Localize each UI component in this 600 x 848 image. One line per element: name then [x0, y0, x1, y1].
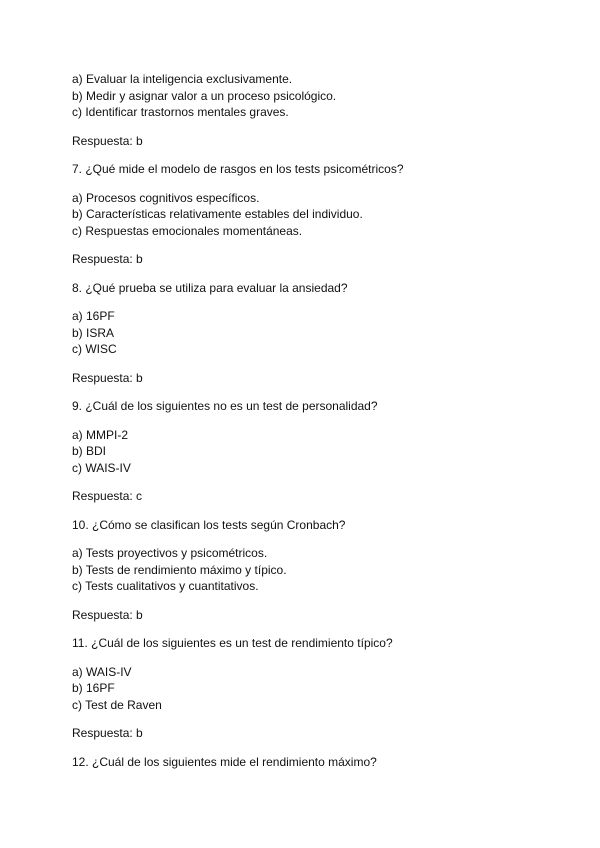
- option-a: a) 16PF: [72, 309, 115, 323]
- option-c: c) Tests cualitativos y cuantitativos.: [72, 579, 259, 593]
- option-c: c) WAIS-IV: [72, 460, 131, 475]
- question-block-8: [72, 280, 542, 387]
- question-block-11: [72, 635, 542, 742]
- question-text: 9. ¿Cuál de los siguientes no es un test de personalidad?: [72, 399, 378, 413]
- option-b: b) BDI: [72, 444, 107, 458]
- option-b: b) Características relativamente estables del individuo.: [72, 207, 363, 221]
- lead-options: [72, 71, 542, 121]
- answer-line: Respuesta: b: [72, 252, 143, 266]
- question-block-9: [72, 398, 542, 505]
- quiz-content: [72, 71, 542, 770]
- question-block-10: [72, 517, 542, 624]
- option-b: b) 16PF: [72, 681, 115, 695]
- question-text: 7. ¿Qué mide el modelo de rasgos en los tests psicométricos?: [72, 162, 404, 176]
- option-b: b) Medir y asignar valor a un proceso psicológico.: [72, 88, 337, 103]
- answer-line: Respuesta: c: [72, 489, 143, 503]
- question-text: 8. ¿Qué prueba se utiliza para evaluar la ansiedad?: [72, 280, 348, 295]
- question-text: 11. ¿Cuál de los siguientes es un test de rendimiento típico?: [72, 636, 393, 650]
- option-b: b) Tests de rendimiento máximo y típico.: [72, 562, 287, 577]
- option-a: a) WAIS-IV: [72, 664, 132, 679]
- question-text-12: 12. ¿Cuál de los siguientes mide el rendimiento máximo?: [72, 754, 377, 769]
- question-block-7: [72, 161, 542, 268]
- answer-line: Respuesta: b: [72, 726, 143, 740]
- answer-line: Respuesta: b: [72, 370, 143, 385]
- question-text: 10. ¿Cómo se clasifican los tests según Cronbach?: [72, 517, 346, 532]
- answer-line: Respuesta: b: [72, 607, 143, 622]
- option-c: c) Identificar trastornos mentales graves.: [72, 105, 289, 119]
- option-c: c) WISC: [72, 342, 117, 356]
- answer-line: Respuesta: b: [72, 133, 143, 148]
- option-c: c) Respuestas emocionales momentáneas.: [72, 223, 303, 238]
- option-a: a) Procesos cognitivos específicos.: [72, 190, 260, 205]
- option-a: a) Evaluar la inteligencia exclusivamente.: [72, 72, 293, 86]
- option-b: b) ISRA: [72, 325, 115, 340]
- option-a: a) MMPI-2: [72, 427, 129, 442]
- option-c: c) Test de Raven: [72, 697, 162, 712]
- option-a: a) Tests proyectivos y psicométricos.: [72, 546, 268, 560]
